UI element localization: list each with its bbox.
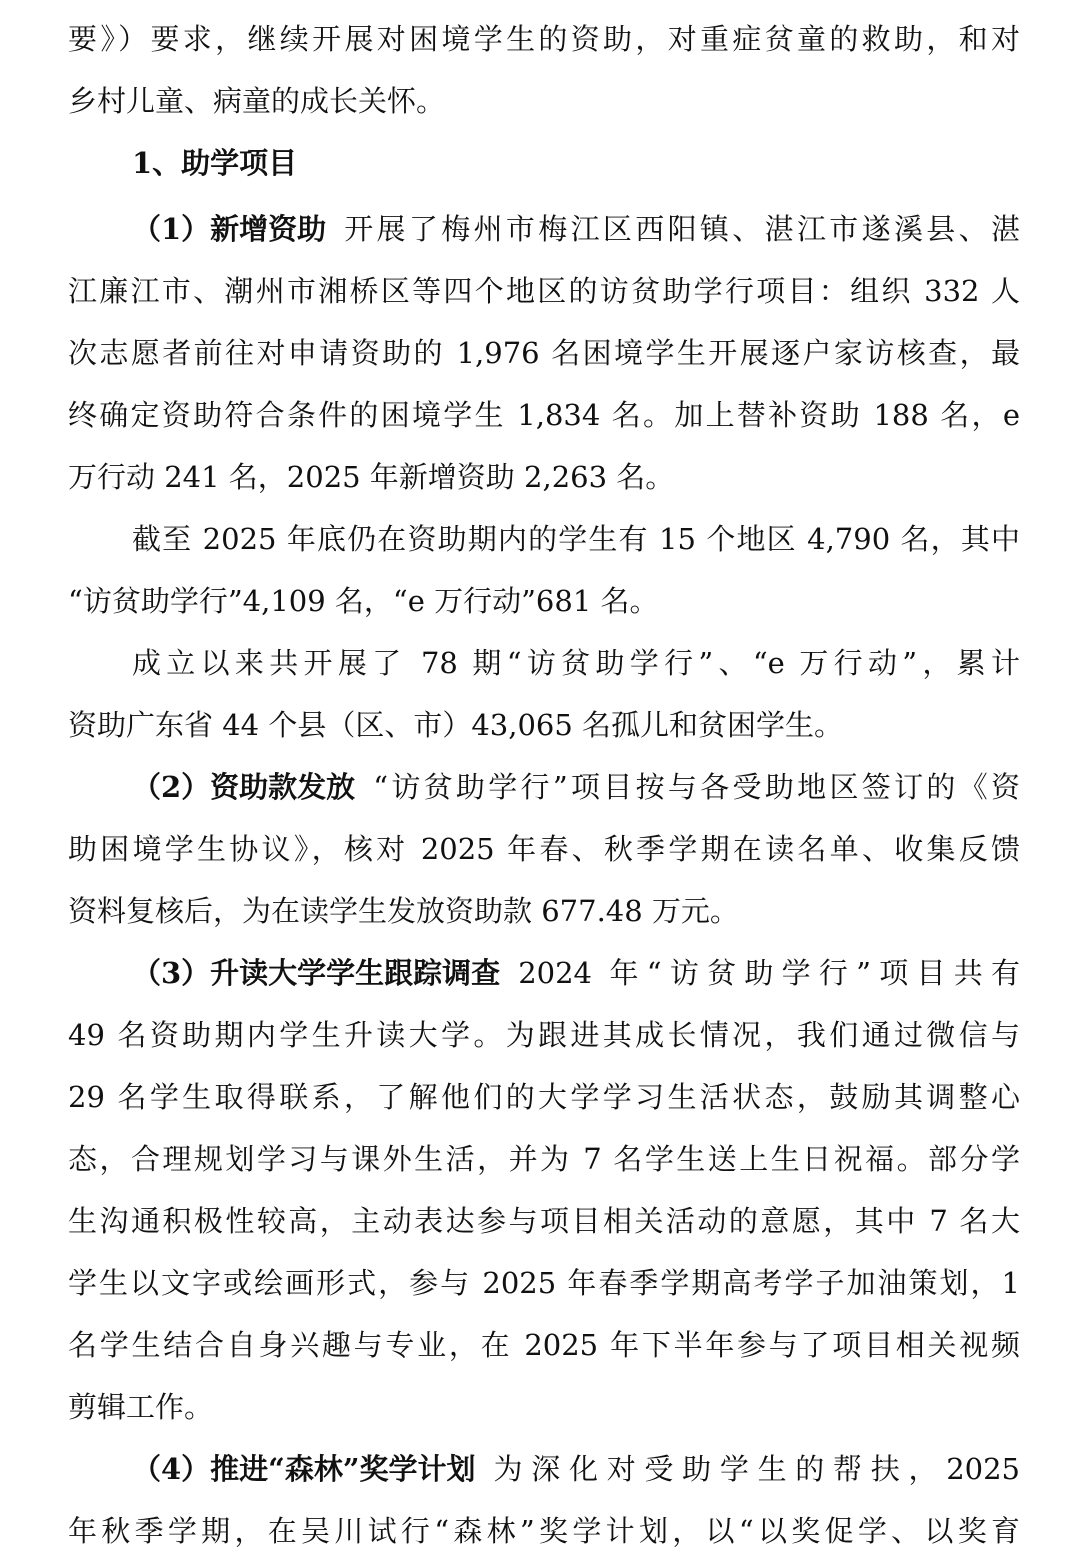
subsection-heading: （4）推进“森林”奖学计划 [132,1452,476,1486]
subsection-heading: （3）升读大学学生跟踪调查 [132,956,501,990]
text-line: 资料复核后，为在读学生发放资助款 677.48 万元。 [68,894,739,928]
paragraph-first-line [132,198,1020,260]
text-line: “访贫助学行”项目按与各受助地区签订的《资 [373,770,1020,804]
text-line: 态，合理规划学习与课外生活，并为 7 名学生送上生日祝福。部分学 [68,1142,1020,1176]
text-line: 29 名学生取得联系，了解他们的大学学习生活状态，鼓励其调整心 [68,1080,1020,1114]
text-line: 为深化对受助学生的帮扶，2025 [493,1452,1020,1486]
text-line: 截至 2025 年底仍在资助期内的学生有 15 个地区 4,790 名，其中 [132,522,1020,556]
subsection-heading: （1）新增资助 [132,212,327,246]
text-line: 次志愿者前往对申请资助的 1,976 名困境学生开展逐户家访核查，最 [68,336,1020,370]
text-line: 名学生结合自身兴趣与专业，在 2025 年下半年参与了项目相关视频 [68,1328,1020,1362]
paragraph-first-line [132,942,1020,1004]
text-line: 终确定资助符合条件的困境学生 1,834 名。加上替补资助 188 名，e [68,398,1020,432]
section-heading: 1、助学项目 [132,146,298,180]
text-line: 49 名资助期内学生升读大学。为跟进其成长情况，我们通过微信与 [68,1018,1020,1052]
text-line: 要》）要求，继续开展对困境学生的资助，对重症贫童的救助，和对 [68,22,1020,56]
text-line: 年秋季学期，在吴川试行“森林”奖学计划，以“以奖促学、以奖育 [68,1514,1020,1548]
text-line: 学生以文字或绘画形式，参与 2025 年春季学期高考学子加油策划，1 [68,1266,1020,1300]
text-line: 开展了梅州市梅江区西阳镇、湛江市遂溪县、湛 [344,212,1020,246]
text-line: 剪辑工作。 [68,1390,214,1424]
paragraph-first-line [132,756,1020,818]
text-line: 资助广东省 44 个县（区、市）43,065 名孤儿和贫困学生。 [68,708,844,742]
text-line: “访贫助学行”4,109 名，“e 万行动”681 名。 [68,584,659,618]
text-line: 助困境学生协议》，核对 2025 年春、秋季学期在读名单、收集反馈 [68,832,1020,866]
text-line: 乡村儿童、病童的成长关怀。 [68,84,446,118]
text-line: 2024 年“访贫助学行”项目共有 [518,956,1020,990]
subsection-heading: （2）资助款发放 [132,770,356,804]
text-line: 江廉江市、潮州市湘桥区等四个地区的访贫助学行项目：组织 332 人 [68,274,1020,308]
text-line: 万行动 241 名，2025 年新增资助 2,263 名。 [68,460,675,494]
text-line: 生沟通积极性较高，主动表达参与项目相关活动的意愿，其中 7 名大 [68,1204,1020,1238]
paragraph-first-line [132,1438,1020,1500]
text-line: 成立以来共开展了 78 期“访贫助学行”、“e 万行动”，累计 [132,646,1020,680]
